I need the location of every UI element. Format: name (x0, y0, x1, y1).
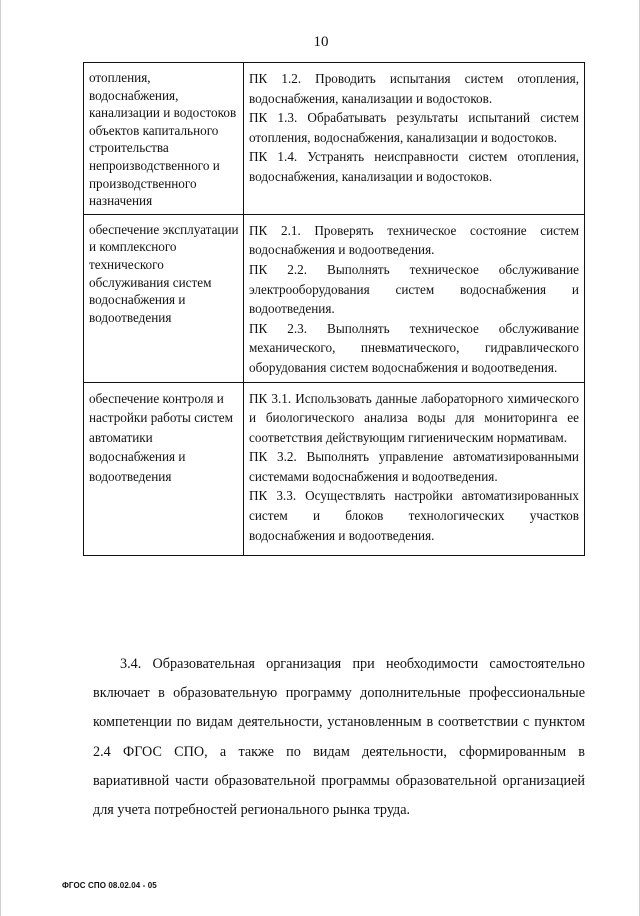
activity-cell (84, 63, 244, 215)
activity-text: обеспечение контроля и настройки работы систем автоматики водоснабжения и водоотведения (89, 390, 233, 484)
competencies-table (83, 62, 585, 556)
competency-item: ПК 3.1. Использовать данные лабораторного химического и биологического анализа воды для мониторинга ее соответствия действующим гигиеническим нормативам. (249, 390, 579, 445)
table-row (84, 214, 585, 382)
activity-text: отопления, водоснабжения, канализации и водостоков объектов капитального строительства непроизводственного и производственного назначения (89, 70, 237, 209)
competency-item: ПК 3.2. Выполнять управление автоматизированными системами водоснабжения и водоотведения. (249, 449, 579, 484)
footer-code: ФГОС СПО 08.02.04 - 05 (62, 881, 157, 890)
competency-item: ПК 3.3. Осуществлять настройки автоматизированных систем и блоков технологических участков водоснабжения и водоотведения. (249, 488, 579, 543)
competency-item: ПК 1.2. Проводить испытания систем отопления, водоснабжения, канализации и водостоков. (249, 71, 579, 106)
competencies-cell (244, 382, 585, 556)
table-row (84, 63, 585, 215)
competency-item: ПК 2.3. Выполнять техническое обслуживание механического, пневматического, гидравлического оборудования систем водоснабжения и водоотведения. (249, 320, 579, 375)
table-row (84, 382, 585, 556)
competencies-cell (244, 63, 585, 215)
activity-text: обеспечение эксплуатации и комплексного технического обслуживания систем водоснабжения и водоотведения (89, 221, 239, 325)
body-paragraph: 3.4. Образовательная организация при необходимости самостоятельно включает в образовательную программу дополнительные профессиональные компетенции по видам деятельности, установленным в соответствии с пунктом 2.4 ФГОС СПО, а также по видам деятельности, сформированным в вариативной части образовательной программы образовательной организацией для учета потребностей регионального рынка труда. (93, 656, 585, 819)
competency-item: ПК 1.4. Устранять неисправности систем отопления, водоснабжения, канализации и водостоков. (249, 149, 579, 184)
competency-item: ПК 2.2. Выполнять техническое обслуживание электрооборудования систем водоснабжения и водоотведения. (249, 261, 579, 317)
activity-cell (84, 382, 244, 556)
activity-cell (84, 214, 244, 382)
page-number: 10 (313, 34, 329, 50)
competency-item: ПК 2.1. Проверять техническое состояние систем водоснабжения и водоотведения. (249, 222, 579, 258)
competency-item: ПК 1.3. Обрабатывать результаты испытаний систем отопления, водоснабжения, канализации и водостоков. (249, 110, 579, 145)
competencies-cell (244, 214, 585, 382)
